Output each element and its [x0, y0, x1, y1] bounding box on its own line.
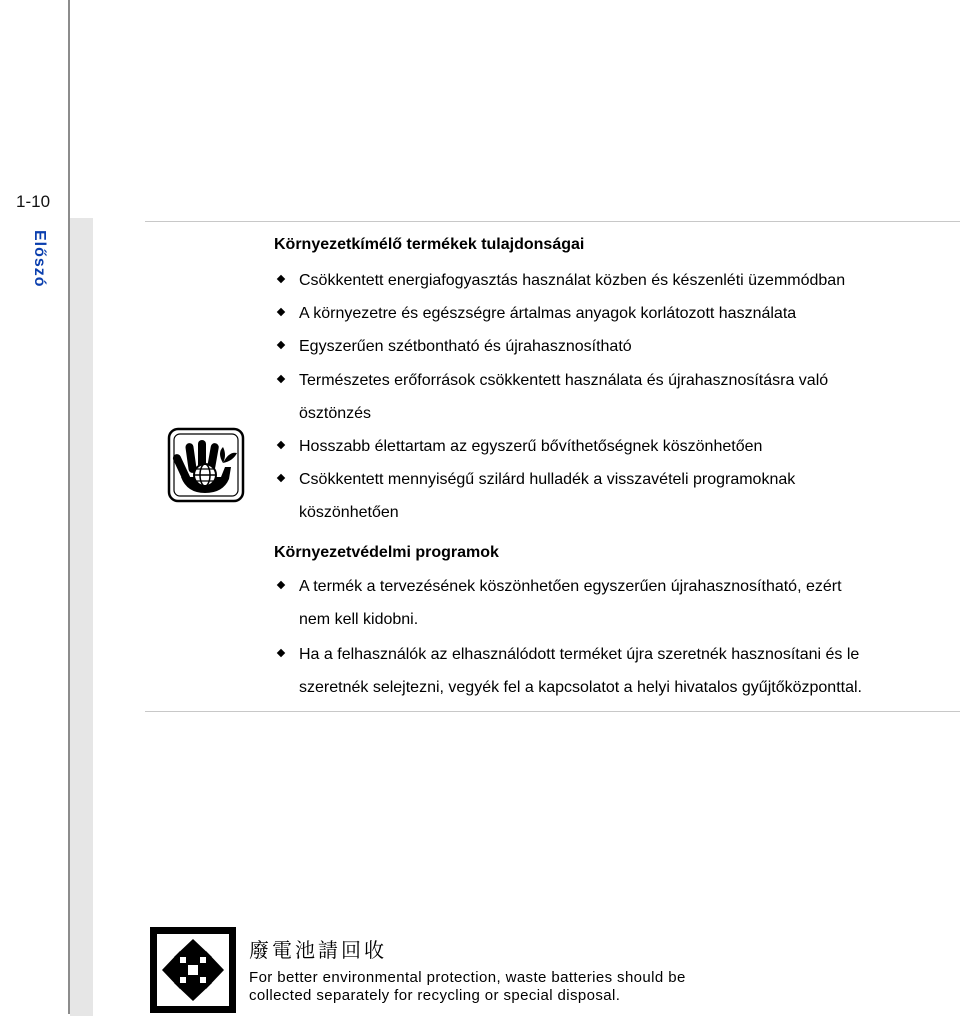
eco-features-heading: Környezetkímélő termékek tulajdonságai: [274, 236, 585, 253]
section-label: Előszó: [31, 230, 48, 288]
bullet-diamond-icon: [277, 649, 285, 657]
battery-notice-text: For better environmental protection, waste batteries should be collected separately for recycling or special disposal.: [249, 969, 686, 1004]
battery-notice-chinese: 廢電池請回收: [249, 938, 387, 962]
bullet-diamond-icon: [277, 341, 285, 349]
bullet-diamond-icon: [277, 474, 285, 482]
bullet-diamond-icon: [277, 375, 285, 383]
eco-hand-globe-icon: [167, 427, 245, 503]
bullet-diamond-icon: [277, 581, 285, 589]
bullet-diamond-icon: [277, 441, 285, 449]
bottom-divider: [145, 711, 960, 712]
eco-programs-heading: Környezetvédelmi programok: [274, 544, 499, 561]
bullet-diamond-icon: [277, 275, 285, 283]
battery-recycle-icon: [150, 927, 236, 1013]
margin-band: [70, 218, 93, 1016]
top-divider: [145, 221, 960, 222]
page-number: 1-10: [16, 192, 51, 211]
bullet-diamond-icon: [277, 308, 285, 316]
